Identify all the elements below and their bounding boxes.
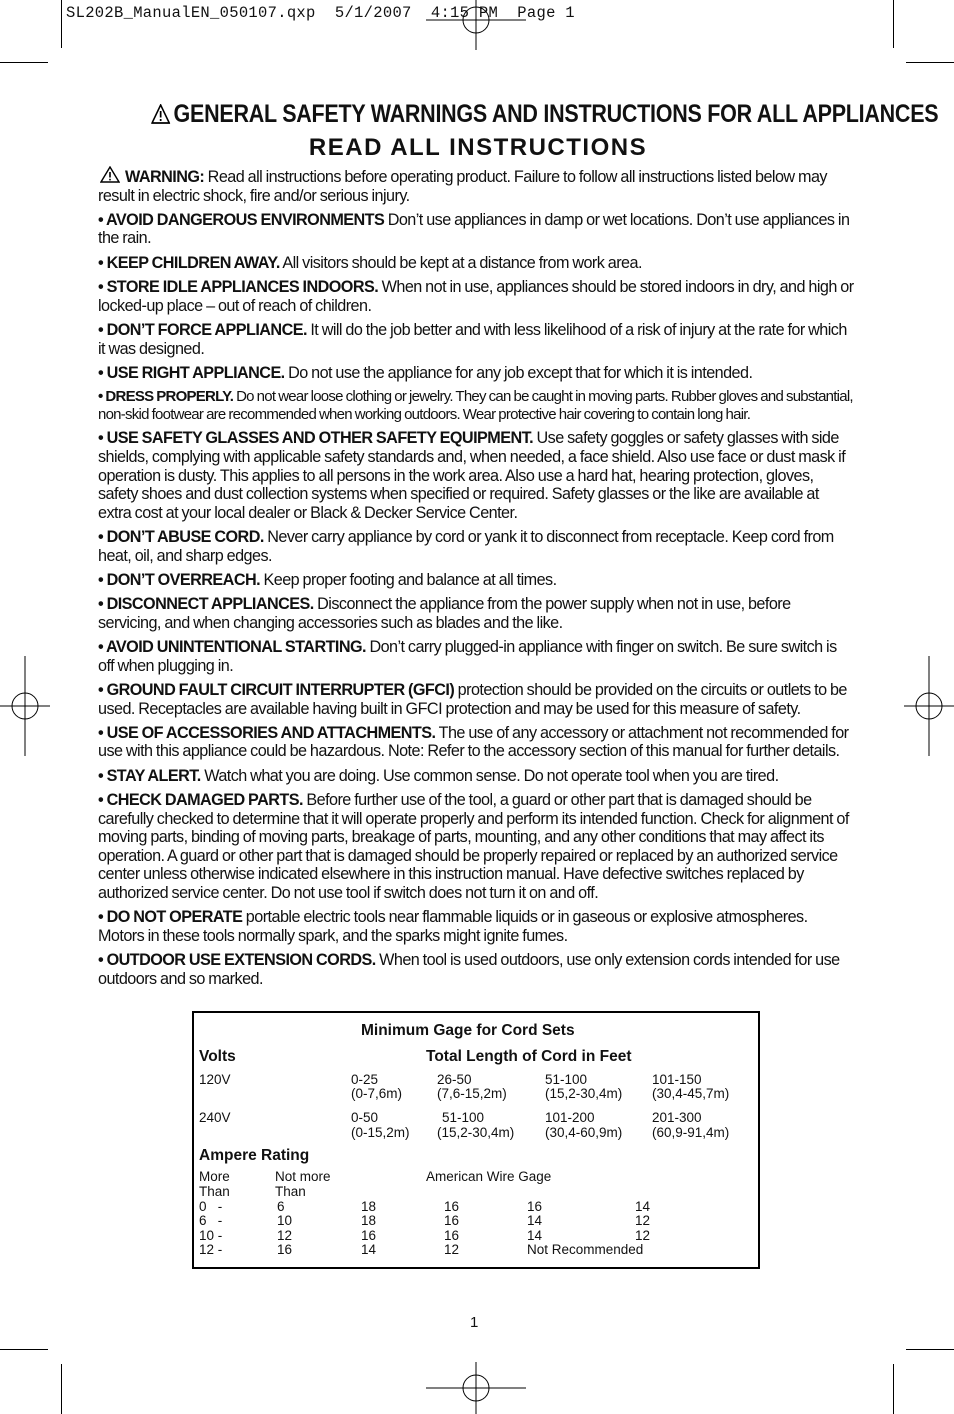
gage-cell: 16: [444, 1199, 460, 1214]
gage-cell: 16: [527, 1199, 543, 1214]
safety-item: [98, 211, 854, 248]
metric-cell: (15,2-30,4m): [437, 1125, 515, 1140]
gage-cell: 14: [527, 1213, 543, 1228]
item-heading: • USE OF ACCESSORIES AND ATTACHMENTS.: [98, 723, 436, 742]
volt-cell: 240V: [199, 1110, 231, 1125]
safety-item: [98, 791, 854, 903]
page-title: [151, 100, 939, 129]
warning-triangle-icon: [100, 166, 120, 183]
item-text: portable electric tools near flammable liquids or in gaseous or explosive atmospheres. Motors in these tools normally spark, and the sparks might ignite fumes.: [98, 908, 808, 945]
item-text: It will do the job better and with less likelihood of a risk of injury at the rate for which it was designed.: [98, 320, 847, 358]
item-heading: • STAY ALERT.: [98, 766, 201, 785]
more-than-header: More: [199, 1169, 230, 1184]
cord-gage-table: [192, 1011, 760, 1269]
page-number: 1: [470, 1314, 479, 1331]
item-text: Don’t carry plugged-in appliance with finger on switch. Be sure switch is off when plugging in.: [98, 638, 837, 675]
safety-instructions: [98, 166, 854, 994]
item-heading: • CHECK DAMAGED PARTS.: [98, 790, 303, 809]
registration-mark-top: [426, 0, 526, 52]
gage-cell: 16: [444, 1228, 460, 1243]
item-heading: • STORE IDLE APPLIANCES INDOORS.: [98, 278, 379, 297]
awg-header: American Wire Gage: [426, 1169, 552, 1184]
crop-mark: [61, 0, 62, 48]
warning-triangle-icon: [151, 104, 170, 124]
length-cell: 0-50: [351, 1110, 379, 1125]
safety-item: [98, 571, 854, 590]
title-text: GENERAL SAFETY WARNINGS AND INSTRUCTIONS FOR ALL APPLIANCES: [173, 100, 939, 128]
safety-item: [98, 681, 854, 718]
file-slug: SL202B_ManualEN_050107.qxp 5/1/2007 4:15 PM Page 1: [66, 4, 575, 22]
ampere-header: Ampere Rating: [199, 1147, 310, 1164]
gage-cell: Not Recommended: [527, 1242, 644, 1257]
metric-cell: (30,4-60,9m): [545, 1125, 623, 1140]
volt-cell: 120V: [199, 1072, 231, 1087]
page-subtitle: READ ALL INSTRUCTIONS: [308, 134, 648, 161]
item-text: protection should be provided on the circuits or outlets to be used. Receptacles are available having built in GFCI protection and may be used for this measure of safety.: [98, 680, 847, 718]
length-cell: 101-150: [652, 1072, 702, 1087]
registration-mark-left: [0, 656, 50, 756]
safety-item: [98, 638, 854, 675]
more-than-header: Than: [199, 1184, 230, 1199]
item-text: Never carry appliance by cord or yank it to disconnect from receptacle. Keep cord from heat, oil, and sharp edges.: [98, 528, 834, 565]
gage-cell: 18: [361, 1213, 377, 1228]
safety-item: [98, 278, 854, 315]
amp-to: 12: [277, 1228, 293, 1243]
item-heading: • OUTDOOR USE EXTENSION CORDS.: [98, 951, 376, 970]
amp-to: 6: [277, 1199, 285, 1214]
safety-item: [98, 951, 854, 988]
safety-item: [98, 528, 854, 565]
crop-mark: [893, 1364, 894, 1414]
length-cell: 101-200: [545, 1110, 595, 1125]
amp-from: 6 -: [199, 1213, 223, 1228]
item-text: Watch what you are doing. Use common sense. Do not operate tool when you are tired.: [200, 766, 779, 785]
metric-cell: (0-15,2m): [351, 1125, 410, 1140]
item-heading: • USE RIGHT APPLIANCE.: [98, 363, 285, 382]
length-cell: 201-300: [652, 1110, 702, 1125]
warning-text: Read all instructions before operating product. Failure to follow all instructions listed below may result in electric shock, fire and/or serious injury.: [98, 168, 827, 205]
item-heading: • AVOID UNINTENTIONAL STARTING.: [98, 638, 366, 657]
item-heading: • GROUND FAULT CIRCUIT INTERRUPTER (GFCI): [98, 680, 455, 699]
gage-cell: 12: [635, 1228, 651, 1243]
gage-cell: 18: [361, 1199, 377, 1214]
item-heading: • DON’T ABUSE CORD.: [98, 528, 264, 546]
not-more-than-header: Than: [275, 1184, 306, 1199]
gage-cell: 16: [361, 1228, 377, 1243]
item-text: When tool is used outdoors, use only extension cords intended for use outdoors and so marked.: [98, 951, 840, 988]
metric-cell: (7,6-15,2m): [437, 1086, 507, 1101]
crop-mark: [906, 1349, 954, 1350]
amp-to: 16: [277, 1242, 293, 1257]
item-heading: • DON’T OVERREACH.: [98, 570, 261, 589]
safety-item: [98, 388, 854, 424]
item-text: Keep proper footing and balance at all times.: [260, 570, 557, 589]
warning-label: WARNING:: [125, 168, 205, 186]
registration-mark-bottom: [426, 1362, 526, 1414]
item-heading: • DRESS PROPERLY.: [98, 388, 234, 406]
item-text: All visitors should be kept at a distance from work area.: [279, 253, 642, 272]
item-heading: • DO NOT OPERATE: [98, 908, 243, 927]
item-heading: • KEEP CHILDREN AWAY.: [98, 253, 280, 272]
length-cell: 51-100: [545, 1072, 588, 1087]
volts-header: Volts: [199, 1048, 236, 1065]
amp-to: 10: [277, 1213, 293, 1228]
crop-mark: [0, 62, 48, 63]
crop-mark: [61, 1364, 62, 1414]
amp-from: 10 -: [199, 1228, 223, 1243]
safety-item: [98, 767, 854, 786]
gage-cell: 14: [635, 1199, 651, 1214]
safety-item: [98, 908, 854, 945]
item-heading: • DISCONNECT APPLIANCES.: [98, 595, 314, 614]
item-text: Use safety goggles or safety glasses with side shields, complying with applicable safety standards and, when needed, a face shield. Also use face or dust mask if operation is dusty. This applies to all persons in the work area. Also use a hard hat, hearing protection, gloves, safety shoes and dust collection systems when specified or required. Safety glasses or the like are available at extra cost at your local dealer or Black & Decker Service Center.: [98, 429, 846, 522]
gage-cell: 12: [635, 1213, 651, 1228]
metric-cell: (60,9-91,4m): [652, 1125, 730, 1140]
gage-cell: 16: [444, 1213, 460, 1228]
length-cell: 26-50: [437, 1072, 472, 1087]
item-text: When not in use, appliances should be stored indoors in dry, and high or locked-up place – out of reach of children.: [98, 278, 854, 315]
item-text: Before further use of the tool, a guard or other part that is damaged should be carefully checked to determine that it will operate properly and perform its intended function. Check for alignment of moving parts, binding of moving parts, breakage of parts, mounting, and any other conditions that may affect its operation. A guard or other part that is damaged should be properly repaired or replaced by an authorized service center unless otherwise indicated elsewhere in this instruction manual. Have defective switches replaced by authorized service center. Do not use tool if switch does not turn it on and off.: [98, 790, 849, 902]
length-header: Total Length of Cord in Feet: [426, 1048, 632, 1065]
amp-from: 0 -: [199, 1199, 223, 1214]
safety-item: [98, 254, 854, 273]
amp-from: 12 -: [199, 1242, 223, 1257]
safety-item: [98, 321, 854, 358]
item-text: Disconnect the appliance from the power supply when not in use, before servicing, and when changing accessories such as blades and the like.: [98, 595, 791, 632]
crop-mark: [906, 62, 954, 63]
gage-cell: 12: [444, 1242, 460, 1257]
gage-cell: 14: [361, 1242, 377, 1257]
metric-cell: (0-7,6m): [351, 1086, 403, 1101]
safety-item: [98, 429, 854, 522]
registration-mark-right: [904, 656, 954, 756]
length-cell: 0-25: [351, 1072, 379, 1087]
safety-item: [98, 595, 854, 632]
crop-mark: [893, 0, 894, 48]
not-more-than-header: Not more: [275, 1169, 331, 1184]
warning-paragraph: [98, 166, 854, 205]
crop-mark: [0, 1349, 48, 1350]
metric-cell: (30,4-45,7m): [652, 1086, 730, 1101]
item-text: Don’t use appliances in damp or wet locations. Don’t use appliances in the rain.: [98, 210, 850, 248]
metric-cell: (15,2-30,4m): [545, 1086, 623, 1101]
item-text: Do not use the appliance for any job except that for which it is intended.: [284, 363, 753, 382]
length-cell: 51-100: [442, 1110, 485, 1125]
item-heading: • AVOID DANGEROUS ENVIRONMENTS: [98, 210, 385, 229]
item-text: The use of any accessory or attachment not recommended for use with this appliance could be hazardous. Note: Refer to the accessory section of this manual for further details.: [98, 723, 849, 761]
item-heading: • USE SAFETY GLASSES AND OTHER SAFETY EQUIPMENT.: [98, 429, 534, 448]
safety-item: [98, 364, 854, 383]
safety-item: [98, 724, 854, 761]
table-title: Minimum Gage for Cord Sets: [361, 1022, 575, 1039]
item-heading: • DON’T FORCE APPLIANCE.: [98, 320, 307, 339]
item-text: Do not wear loose clothing or jewelry. They can be caught in moving parts. Rubber gloves and substantial, non-skid footwear are recommended when working outdoors. Wear protective hair covering to contain long hair.: [98, 388, 853, 423]
gage-cell: 14: [527, 1228, 543, 1243]
